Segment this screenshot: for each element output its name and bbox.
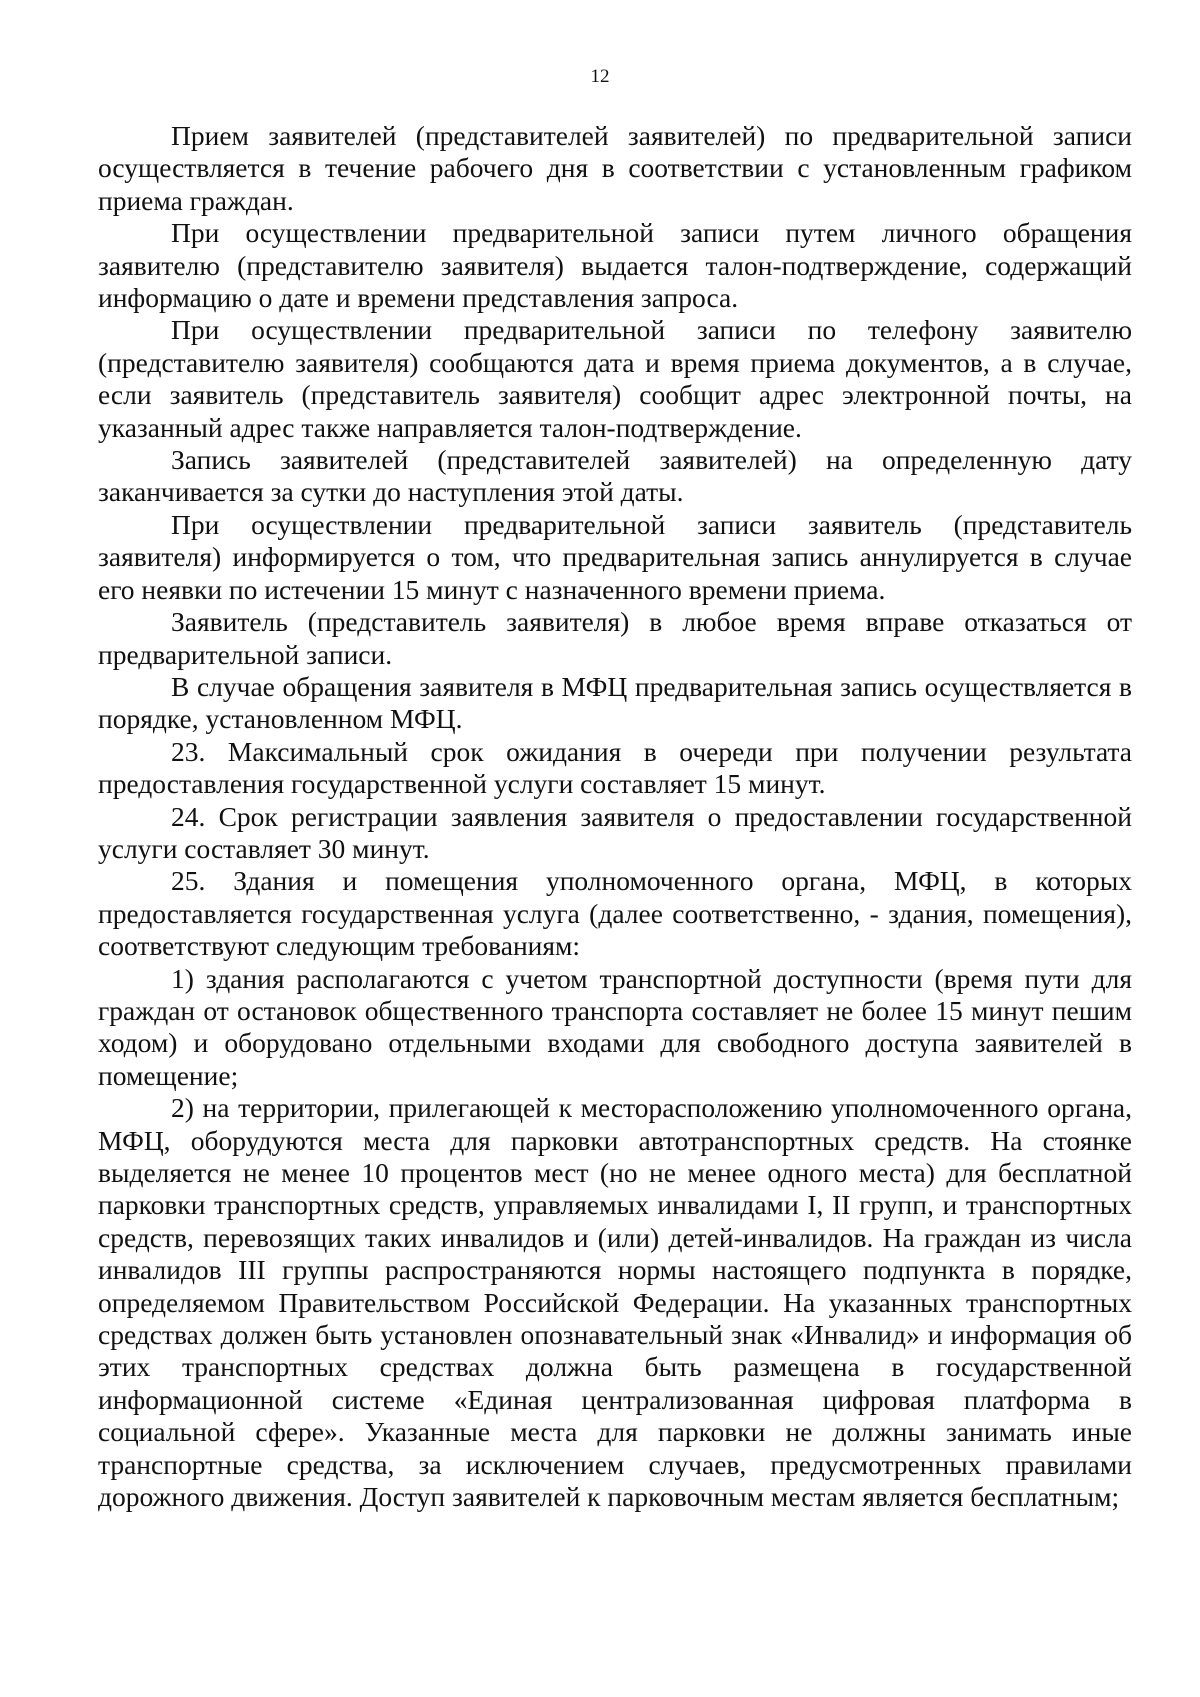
paragraph-booking-deadline: Запись заявителей (представителей заявителей) на определенную дату заканчивается за сутки до наступления этой даты. (98, 444, 1132, 508)
page-number: 12 (590, 66, 610, 87)
paragraph-mfc-booking: В случае обращения заявителя в МФЦ предварительная запись осуществляется в порядке, установленном МФЦ. (98, 670, 1132, 735)
paragraph-booking-refusal: Заявитель (представитель заявителя) в любое время вправе отказаться от предварительной записи. (98, 606, 1132, 670)
paragraph-subitem-1: 1) здания располагаются с учетом транспортной доступности (время пути для граждан от остановок общественного транспорта составляет не более 15 минут пешим ходом) и оборудовано отдельными входами для свободного доступа заявителей в помещение; (98, 962, 1132, 1091)
paragraph-subitem-2: 2) на территории, прилегающей к месторасположению уполномоченного органа, МФЦ, оборудуются места для парковки автотранспортных средств. На стоянке выделяется не менее 10 процентов мест (но не менее одного места) для бесплатной парковки транспортных средств, управляемых инвалидами I, II групп, и транспортных средств, перевозящих таких инвалидов и (или) детей-инвалидов. На граждан из числа инвалидов III группы распространяются нормы настоящего подпункта в порядке, определяемом Правительством Российской Федерации. На указанных транспортных средствах должен быть установлен опознавательный знак «Инвалид» и информация об этих транспортных средствах должна быть размещена в государственной информационной системе «Единая централизованная цифровая платформа в социальной сфере». Указанные места для парковки не должны занимать иные транспортные средства, за исключением случаев, предусмотренных правилами дорожного движения. Доступ заявителей к парковочным местам является бесплатным; (98, 1092, 1132, 1513)
document-body (98, 120, 1132, 1513)
paragraph-personal-booking: При осуществлении предварительной записи путем личного обращения заявителю (представителю заявителя) выдается талон-подтверждение, содержащий информацию о дате и времени представления запроса. (98, 217, 1132, 314)
paragraph-item-24: 24. Срок регистрации заявления заявителя о предоставлении государственной услуги составляет 30 минут. (98, 800, 1132, 864)
paragraph-booking-cancellation: При осуществлении предварительной записи заявитель (представитель заявителя) информируется о том, что предварительная запись аннулируется в случае его неявки по истечении 15 минут с назначенного времени приема. (98, 508, 1132, 605)
paragraph-item-23: 23. Максимальный срок ожидания в очереди при получении результата предоставления государственной услуги составляет 15 минут. (98, 735, 1132, 800)
paragraph-appointment-reception: Прием заявителей (представителей заявителей) по предварительной записи осуществляется в течение рабочего дня в соответствии с установленным графиком приема граждан. (98, 120, 1132, 216)
paragraph-item-25: 25. Здания и помещения уполномоченного органа, МФЦ, в которых предоставляется государственная услуга (далее соответственно, - здания, помещения), соответствуют следующим требованиям: (98, 865, 1132, 962)
paragraph-phone-booking: При осуществлении предварительной записи по телефону заявителю (представителю заявителя) сообщаются дата и время приема документов, а в случае, если заявитель (представитель заявителя) сообщит адрес электронной почты, на указанный адрес также направляется талон-подтверждение. (98, 314, 1132, 443)
